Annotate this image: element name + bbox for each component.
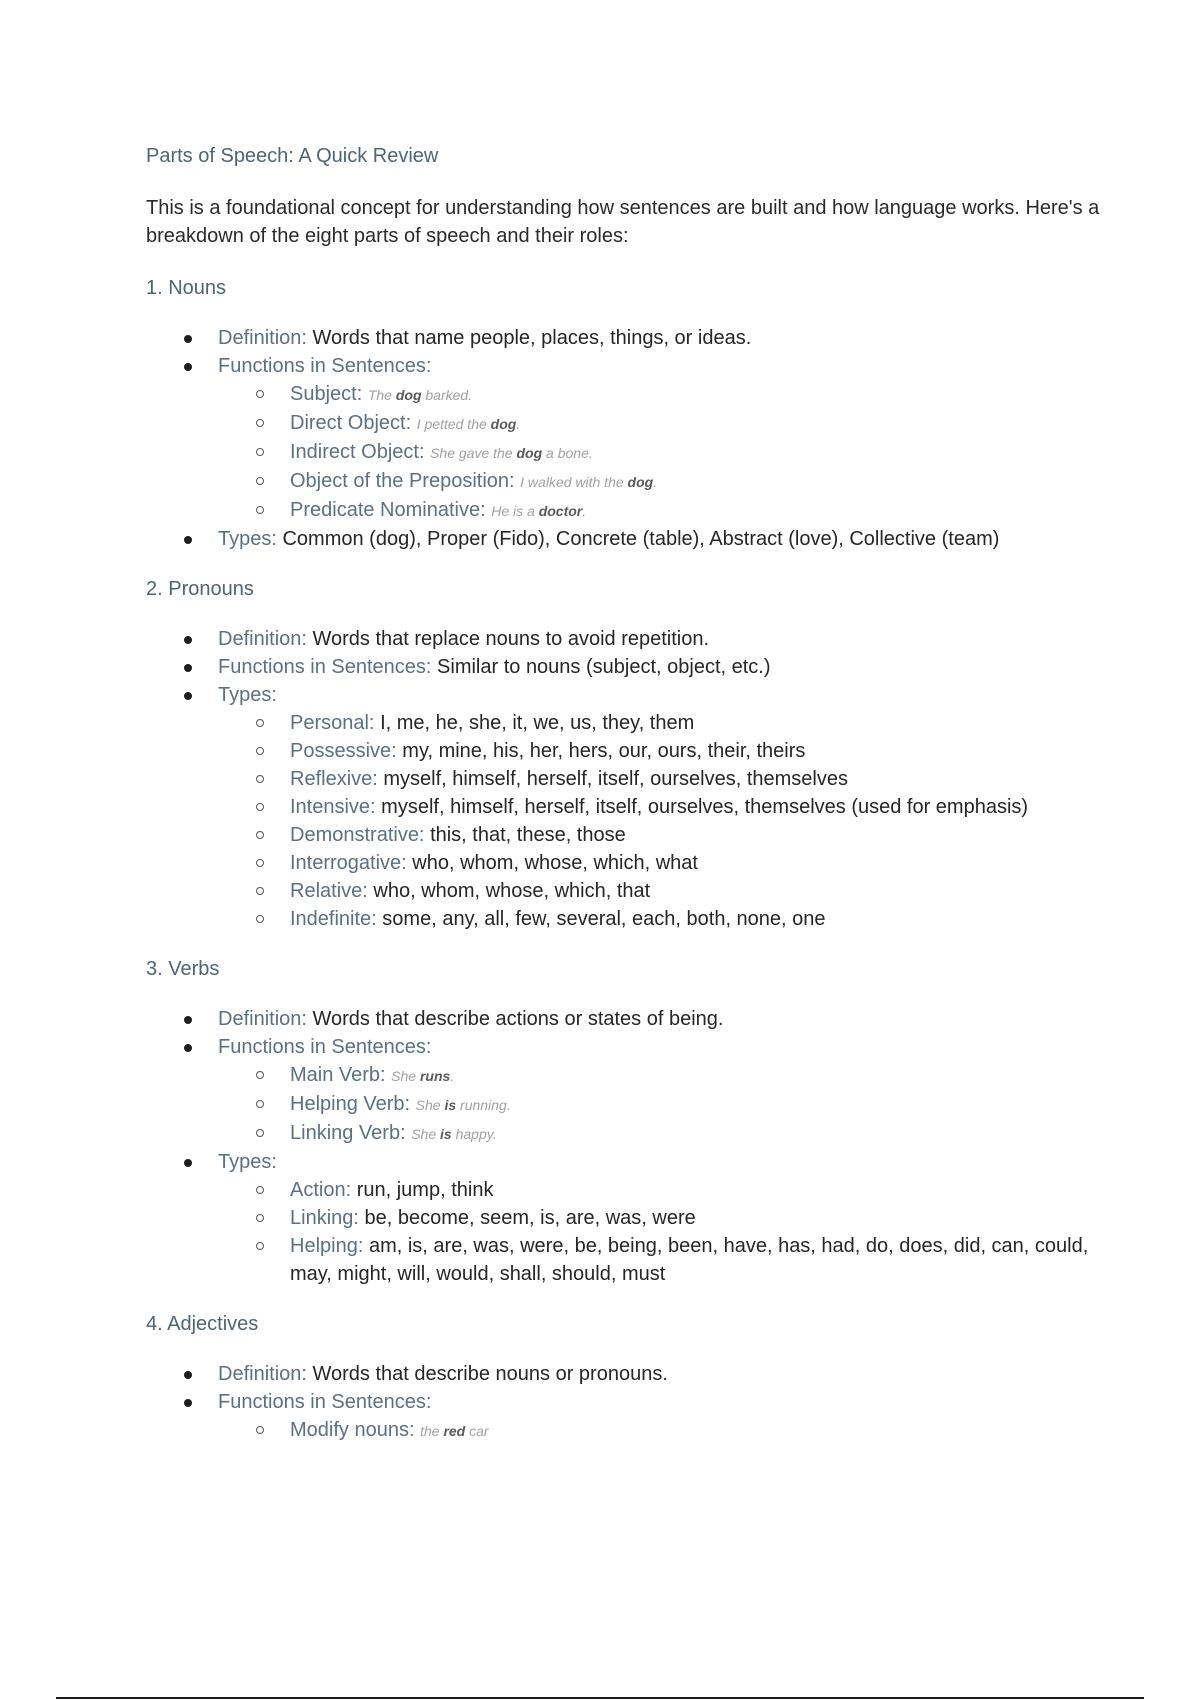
adjectives-list	[146, 1360, 1106, 1445]
nouns-list	[146, 324, 1106, 553]
intro-paragraph: This is a foundational concept for understanding how sentences are built and how language works. Here's a breakdown of the eight parts of speech and their roles:	[146, 197, 1100, 247]
nouns-types	[146, 525, 1106, 553]
list-item	[218, 1119, 1106, 1148]
document-page	[146, 140, 1106, 1467]
example: She is running.	[415, 1097, 511, 1113]
pronouns-types-list	[218, 709, 1106, 933]
example: She is happy.	[411, 1126, 497, 1142]
type-label: Action:	[290, 1179, 352, 1201]
verbs-functions-list	[218, 1061, 1106, 1148]
types-text: Common (dog), Proper (Fido), Concrete (table), Abstract (love), Collective (team)	[282, 528, 1000, 550]
nouns-functions-list	[218, 380, 1106, 525]
functions-label: Functions in Sentences:	[218, 1391, 432, 1413]
type-label: Indefinite:	[290, 908, 377, 930]
list-item	[218, 821, 1106, 849]
section-heading-verbs: 3. Verbs	[146, 958, 220, 980]
verbs-types-list	[218, 1176, 1106, 1288]
bottom-divider	[56, 1697, 1144, 1699]
function-label: Direct Object:	[290, 412, 412, 434]
list-item	[218, 905, 1106, 933]
example: She runs.	[391, 1068, 455, 1084]
type-label: Relative:	[290, 880, 368, 902]
verbs-definition	[146, 1005, 1106, 1033]
function-label: Object of the Preposition:	[290, 470, 515, 492]
type-label: Interrogative:	[290, 852, 407, 874]
type-text: this, that, these, those	[430, 824, 626, 846]
function-label: Linking Verb:	[290, 1122, 406, 1144]
type-text: some, any, all, few, several, each, both, none, one	[382, 908, 826, 930]
function-label: Predicate Nominative:	[290, 499, 486, 521]
verbs-list	[146, 1005, 1106, 1288]
function-label: Modify nouns:	[290, 1419, 415, 1441]
type-text: who, whom, whose, which, that	[373, 880, 651, 902]
list-item	[218, 1061, 1106, 1090]
list-item	[218, 849, 1106, 877]
list-item	[218, 467, 1106, 496]
type-text: be, become, seem, is, are, was, were	[364, 1207, 696, 1229]
example: I petted the dog.	[416, 416, 521, 432]
functions-label: Functions in Sentences:	[218, 355, 432, 377]
section-heading-nouns: 1. Nouns	[146, 277, 227, 299]
type-label: Helping:	[290, 1235, 364, 1257]
list-item	[218, 709, 1106, 737]
nouns-functions	[146, 352, 1106, 525]
type-label: Intensive:	[290, 796, 376, 818]
nouns-definition	[146, 324, 1106, 352]
adjectives-definition	[146, 1360, 1106, 1388]
example: She gave the dog a bone.	[430, 445, 593, 461]
example: He is a doctor.	[491, 503, 587, 519]
adjectives-functions-list	[218, 1416, 1106, 1445]
type-text: myself, himself, herself, itself, ourselves, themselves	[383, 768, 848, 790]
list-item	[218, 737, 1106, 765]
section-heading-pronouns: 2. Pronouns	[146, 578, 254, 600]
pronouns-list	[146, 625, 1106, 933]
list-item	[218, 1090, 1106, 1119]
list-item	[218, 409, 1106, 438]
type-text: I, me, he, she, it, we, us, they, them	[380, 712, 695, 734]
definition-label: Definition:	[218, 1363, 307, 1385]
definition-text: Words that name people, places, things, or ideas.	[312, 327, 752, 349]
type-label: Personal:	[290, 712, 375, 734]
type-label: Demonstrative:	[290, 824, 425, 846]
function-label: Indirect Object:	[290, 441, 425, 463]
list-item	[218, 793, 1106, 821]
list-item	[218, 1416, 1106, 1445]
adjectives-functions	[146, 1388, 1106, 1445]
page-title: Parts of Speech: A Quick Review	[146, 145, 439, 167]
verbs-types	[146, 1148, 1106, 1288]
function-label: Subject:	[290, 383, 363, 405]
example: The dog barked.	[367, 387, 473, 403]
definition-text: Words that describe actions or states of being.	[312, 1008, 724, 1030]
list-item	[218, 380, 1106, 409]
type-label: Linking:	[290, 1207, 359, 1229]
verbs-functions	[146, 1033, 1106, 1148]
definition-text: Words that describe nouns or pronouns.	[312, 1363, 668, 1385]
list-item	[218, 765, 1106, 793]
list-item	[218, 496, 1106, 525]
types-label: Types:	[218, 528, 277, 550]
function-label: Main Verb:	[290, 1064, 386, 1086]
type-text: my, mine, his, her, hers, our, ours, their, theirs	[402, 740, 806, 762]
types-label: Types:	[218, 1151, 277, 1173]
definition-label: Definition:	[218, 1008, 307, 1030]
type-text: am, is, are, was, were, be, being, been, have, has, had, do, does, did, can, could, may, might, will, would, shall, should, must	[290, 1235, 1089, 1285]
functions-label: Functions in Sentences:	[218, 1036, 432, 1058]
list-item	[218, 877, 1106, 905]
example: the red car	[420, 1423, 489, 1439]
pronouns-definition	[146, 625, 1106, 653]
types-label: Types:	[218, 684, 277, 706]
section-heading-adjectives: 4. Adjectives	[146, 1313, 259, 1335]
example: I walked with the dog.	[520, 474, 658, 490]
definition-label: Definition:	[218, 327, 307, 349]
type-text: myself, himself, herself, itself, ourselves, themselves (used for emphasis)	[381, 796, 1029, 818]
type-label: Reflexive:	[290, 768, 378, 790]
list-item	[218, 438, 1106, 467]
type-text: run, jump, think	[356, 1179, 494, 1201]
list-item	[218, 1176, 1106, 1204]
functions-label: Functions in Sentences:	[218, 656, 432, 678]
functions-text: Similar to nouns (subject, object, etc.)	[437, 656, 771, 678]
definition-label: Definition:	[218, 628, 307, 650]
pronouns-types	[146, 681, 1106, 933]
list-item	[218, 1232, 1106, 1288]
type-label: Possessive:	[290, 740, 397, 762]
definition-text: Words that replace nouns to avoid repetition.	[312, 628, 710, 650]
type-text: who, whom, whose, which, what	[412, 852, 698, 874]
function-label: Helping Verb:	[290, 1093, 411, 1115]
pronouns-functions	[146, 653, 1106, 681]
list-item	[218, 1204, 1106, 1232]
